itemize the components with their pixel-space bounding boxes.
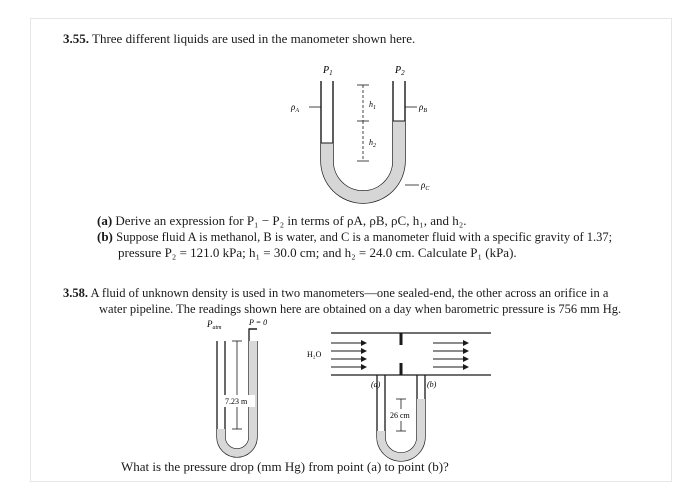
- h1-label: $h_1$: [369, 100, 376, 111]
- part-a-text: Derive an expression for P₁ − P₂ in terms of ρA, ρB, ρC, h₁, and h₂.: [115, 213, 467, 228]
- flow-arrowhead-6: [463, 348, 469, 354]
- point-a-label: (a): [371, 380, 381, 389]
- problem-358-line1: A fluid of unknown density is used in two manometers—one sealed-end, the other across an orifice in a: [90, 286, 609, 300]
- part-b-line1: Suppose fluid A is methanol, B is water, and C is a manometer fluid with a specific gravity of 1.37;: [116, 230, 613, 244]
- rho-b-label: $\rho_B$: [419, 102, 427, 114]
- part-a: [97, 213, 467, 229]
- part-b-line2-row: [118, 245, 517, 261]
- textbook-page: [30, 18, 672, 482]
- left-reading-label: 7.23 m: [225, 397, 248, 406]
- right-reading-label: 26 cm: [390, 411, 410, 420]
- problem-355-number: 3.55.: [63, 31, 89, 46]
- problem-358-question: What is the pressure drop (mm Hg) from point (a) to point (b)?: [121, 459, 449, 474]
- problem-358-question-row: [121, 459, 449, 475]
- part-b-line2: pressure P₂ = 121.0 kPa; h₁ = 30.0 cm; and h₂ = 24.0 cm. Calculate P₁ (kPa).: [118, 245, 517, 260]
- h2-label: $h_2$: [369, 138, 376, 149]
- p1-label: $P_1$: [323, 65, 333, 77]
- manometer-diagram-355: [281, 51, 441, 211]
- flow-arrowhead-8: [463, 364, 469, 370]
- rho-a-label: $\rho_A$: [291, 102, 299, 114]
- problem-358-line1-row: [63, 285, 608, 301]
- problem-355-statement: Three different liquids are used in the manometer shown here.: [92, 31, 416, 46]
- problem-358-line2: water pipeline. The readings shown here are obtained on a day when barometric pressure is 756 mm Hg.: [99, 302, 622, 316]
- part-b-label: (b): [97, 229, 113, 244]
- p-zero-label: P = 0: [249, 319, 268, 327]
- patm-label: $P_{atm}$: [207, 319, 222, 331]
- flow-arrowhead-3: [361, 356, 367, 362]
- flow-arrowhead-5: [463, 340, 469, 346]
- part-b: [97, 229, 612, 245]
- manometer-diagram-358: [201, 319, 501, 469]
- p2-label: $P_2$: [395, 65, 405, 77]
- point-b-label: (b): [427, 380, 437, 389]
- flow-arrowhead-4: [361, 364, 367, 370]
- flow-arrowhead-7: [463, 356, 469, 362]
- h2o-label: H₂O: [307, 350, 322, 359]
- problem-358-line2-row: [99, 301, 621, 317]
- part-a-label: (a): [97, 213, 113, 228]
- flow-arrowhead-2: [361, 348, 367, 354]
- problem-358-number: 3.58.: [63, 286, 88, 300]
- rho-c-label: $\rho_C$: [421, 180, 430, 192]
- flow-arrowhead-1: [361, 340, 367, 346]
- problem-355-header: [63, 31, 415, 47]
